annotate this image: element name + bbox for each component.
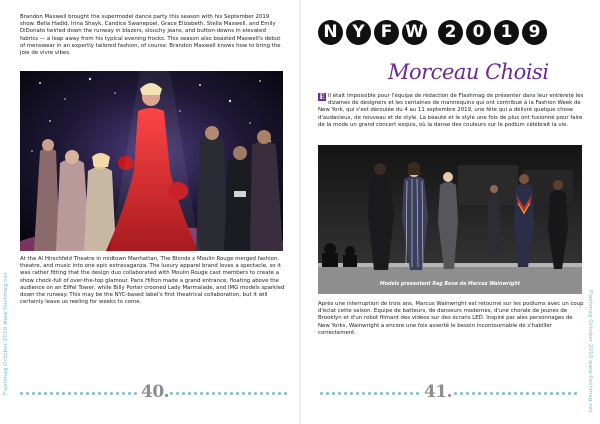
decorative-dot bbox=[362, 392, 365, 395]
drop-cap: E bbox=[319, 92, 325, 101]
decorative-dot bbox=[74, 392, 77, 395]
decorative-dot bbox=[200, 392, 203, 395]
decorative-dot bbox=[80, 392, 83, 395]
title-letter: 2 bbox=[438, 20, 463, 45]
decorative-dot bbox=[320, 392, 323, 395]
decorative-dot bbox=[242, 392, 245, 395]
decorative-dot bbox=[134, 392, 137, 395]
decorative-dot bbox=[188, 392, 191, 395]
decorative-dot bbox=[410, 392, 413, 395]
decorative-dot bbox=[484, 392, 487, 395]
decorative-dot bbox=[44, 392, 47, 395]
decorative-dot bbox=[254, 392, 257, 395]
decorative-dot bbox=[466, 392, 469, 395]
decorative-dot bbox=[538, 392, 541, 395]
runway-photo-blonds bbox=[20, 71, 283, 251]
decorative-dot bbox=[338, 392, 341, 395]
decorative-dot bbox=[86, 392, 89, 395]
decorative-dot bbox=[416, 392, 419, 395]
decorative-dot bbox=[550, 392, 553, 395]
decorative-dot bbox=[544, 392, 547, 395]
side-footer-right: Flashmag October 2019 www.flashmag.net bbox=[587, 290, 593, 413]
decorative-dot bbox=[404, 392, 407, 395]
decorative-dot bbox=[20, 392, 23, 395]
decorative-dot bbox=[218, 392, 221, 395]
nyfw-title bbox=[318, 20, 547, 45]
decorative-dot bbox=[278, 392, 281, 395]
decorative-dot bbox=[50, 392, 53, 395]
photo-caption: Models presentant Rag Bone de Marcus Wainwright bbox=[379, 282, 521, 287]
decorative-dot bbox=[350, 392, 353, 395]
decorative-dot bbox=[526, 392, 529, 395]
dot-rule-right-start bbox=[320, 392, 420, 395]
decorative-dot bbox=[502, 392, 505, 395]
decorative-dot bbox=[116, 392, 119, 395]
right-intro-text bbox=[318, 93, 584, 129]
dot-rule-right bbox=[454, 392, 582, 395]
decorative-dot bbox=[562, 392, 565, 395]
decorative-dot bbox=[182, 392, 185, 395]
decorative-dot bbox=[284, 392, 287, 395]
decorative-dot bbox=[508, 392, 511, 395]
stage-photo-illustration bbox=[20, 71, 283, 251]
decorative-dot bbox=[128, 392, 131, 395]
decorative-dot bbox=[272, 392, 275, 395]
title-letter: Y bbox=[346, 20, 371, 45]
title-letter: F bbox=[374, 20, 399, 45]
decorative-dot bbox=[556, 392, 559, 395]
decorative-dot bbox=[26, 392, 29, 395]
folio-right bbox=[320, 384, 582, 400]
decorative-dot bbox=[568, 392, 571, 395]
decorative-dot bbox=[62, 392, 65, 395]
decorative-dot bbox=[326, 392, 329, 395]
decorative-dot bbox=[374, 392, 377, 395]
left-intro-text: Brandon Maxwell brought the supermodel dance party this season with his September 2019 show. Bella Hadid, Irina Shayk, Candice Swanepoel, Grace Elizabeth, Stella Maxwell, and Emily DiDonato twirled down the runway in blazers, slouchy jeans, and button-downs in elevated fabrics — a leap away from his typical evening frocks. This season also boasted Maxwell's debut of menswear in an expertly tailored fashion, of course. Brandon Maxwell knows how to bring the joie de vivre vibes. bbox=[20, 14, 281, 57]
title-letter: 1 bbox=[494, 20, 519, 45]
decorative-dot bbox=[386, 392, 389, 395]
decorative-dot bbox=[56, 392, 59, 395]
decorative-dot bbox=[520, 392, 523, 395]
title-letter: N bbox=[318, 20, 343, 45]
decorative-dot bbox=[478, 392, 481, 395]
title-letter: 9 bbox=[522, 20, 547, 45]
decorative-dot bbox=[206, 392, 209, 395]
right-outro-text: Après une interruption de trois ans, Marcus Wainwright est retourné sur les podiums avec un coup d'éclat cette saison. Equipe de batteurs, de danseurs modernes, d'une chorale de jeunes de Brooklyn et d'un robot filmant des vidéos sur des écrans LED. Inspiré par ales personnages de New Yorks, Wainwright a encore une fois asserté le besoin incontournable de s'habiller correctement. bbox=[318, 301, 584, 336]
decorative-dot bbox=[194, 392, 197, 395]
decorative-dot bbox=[496, 392, 499, 395]
decorative-dot bbox=[398, 392, 401, 395]
decorative-dot bbox=[104, 392, 107, 395]
decorative-dot bbox=[224, 392, 227, 395]
left-caption-text: At the Al Hirschfeld Theatre in midtown Manhattan, The Blonds x Moulin Rouge merged fashion, theatre, and music into one epic extravaganza. The luxury apparel brand loves a spectacle, so it was rather fitting that the design duo collaborated with Moulin Rouge cast members to create a show chock-full of over-the-top glamour. Paris Hilton made a grand entrance, floating above the audience on an Eiffel Tower, while Billy Porter crooned Lady Marmalade, and IMG models sparkled down the runway. This may be the NYC-based label's first theatrical collaboration, but it will certainly leave us reeling for weeks to come. bbox=[20, 256, 285, 306]
decorative-dot bbox=[380, 392, 383, 395]
decorative-dot bbox=[32, 392, 35, 395]
decorative-dot bbox=[356, 392, 359, 395]
decorative-dot bbox=[122, 392, 125, 395]
decorative-dot bbox=[266, 392, 269, 395]
runway-photo-rag-bone bbox=[318, 145, 582, 294]
decorative-dot bbox=[98, 392, 101, 395]
side-footer-left: Flashmag October 2019 www.flashmag.net bbox=[3, 272, 9, 395]
decorative-dot bbox=[532, 392, 535, 395]
decorative-dot bbox=[212, 392, 215, 395]
title-letter: 0 bbox=[466, 20, 491, 45]
page-number-right: 41. bbox=[424, 382, 453, 402]
title-letter: W bbox=[402, 20, 427, 45]
dot-rule-left-end bbox=[170, 392, 290, 395]
decorative-dot bbox=[344, 392, 347, 395]
decorative-dot bbox=[176, 392, 179, 395]
decorative-dot bbox=[332, 392, 335, 395]
dot-rule-left bbox=[20, 392, 138, 395]
folio-left bbox=[20, 384, 290, 400]
decorative-dot bbox=[260, 392, 263, 395]
decorative-dot bbox=[490, 392, 493, 395]
decorative-dot bbox=[38, 392, 41, 395]
decorative-dot bbox=[230, 392, 233, 395]
decorative-dot bbox=[236, 392, 239, 395]
decorative-dot bbox=[248, 392, 251, 395]
page-number-left: 40. bbox=[141, 382, 170, 402]
decorative-dot bbox=[574, 392, 577, 395]
runway-photo-illustration bbox=[318, 145, 582, 294]
decorative-dot bbox=[92, 392, 95, 395]
decorative-dot bbox=[514, 392, 517, 395]
decorative-dot bbox=[170, 392, 173, 395]
decorative-dot bbox=[68, 392, 71, 395]
decorative-dot bbox=[392, 392, 395, 395]
decorative-dot bbox=[368, 392, 371, 395]
right-intro-body: Il était impossible pour l'équipe de rédaction de Flashmag de présenter dans leur entièreté les dizaines de designers et les centaines de mannequins qui ont contribué à la Fashion Week de New York, qui s'est déroulée du 4 au 11 septembre 2019, une fête qui a délivré quelque chose d'audacieux, de nouveau et de style. La beauté et le style une fois de plus ont fusionné pour faire de la mode un grand concert exquis, où la danse des couleurs sur le podium célébrait la vie. bbox=[318, 93, 584, 128]
decorative-dot bbox=[454, 392, 457, 395]
decorative-dot bbox=[472, 392, 475, 395]
decorative-dot bbox=[460, 392, 463, 395]
decorative-dot bbox=[110, 392, 113, 395]
section-subtitle: Morceau Choisi bbox=[388, 60, 549, 84]
